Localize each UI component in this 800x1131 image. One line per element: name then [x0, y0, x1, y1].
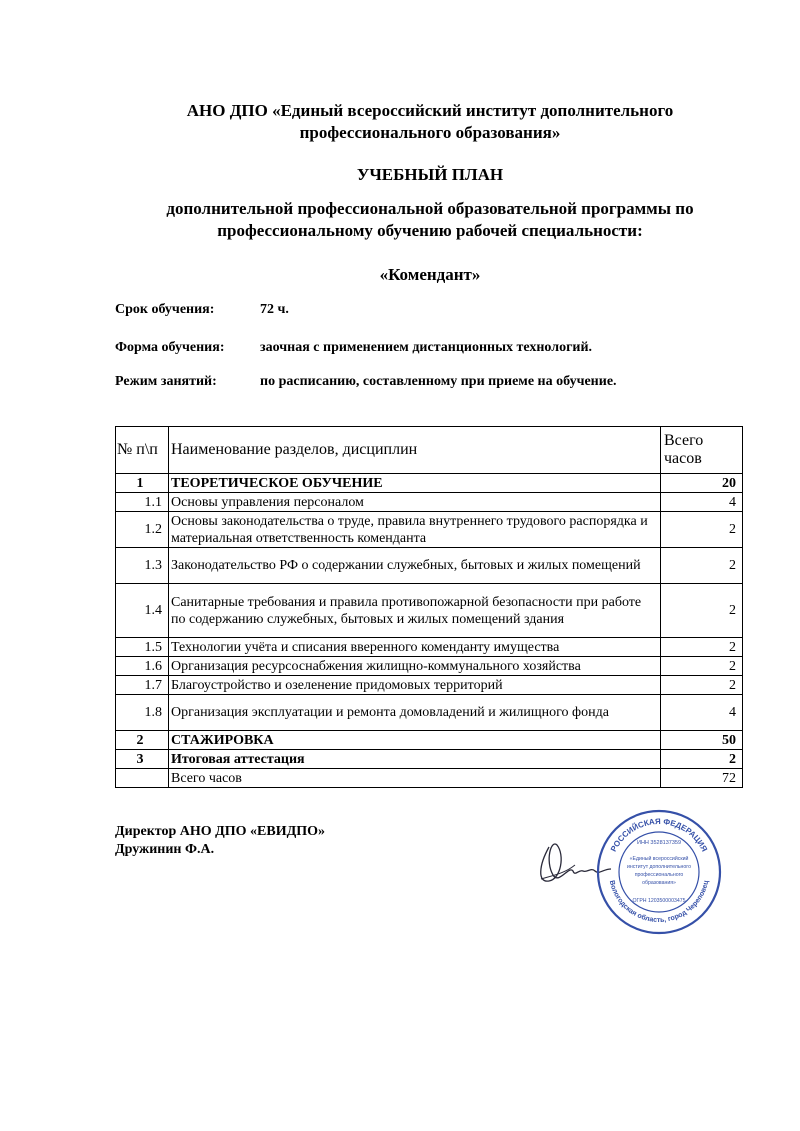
- row-hours: 20: [661, 474, 743, 493]
- meta-duration: [115, 301, 289, 319]
- plan-subtitle: [100, 198, 760, 242]
- stamp-center-line-3: профессионального: [634, 872, 684, 878]
- table-row: [116, 493, 743, 512]
- stamp-seal: [595, 808, 723, 936]
- row-hours: 4: [661, 695, 743, 731]
- row-name: Благоустройство и озеленение придомовых территорий: [169, 676, 661, 695]
- table-row: [116, 657, 743, 676]
- subtitle-line-2: профессиональному обучению рабочей специальности:: [217, 221, 643, 240]
- row-num: 1.3: [116, 548, 169, 584]
- program-name: «Комендант»: [379, 265, 481, 284]
- row-hours: 72: [661, 769, 743, 788]
- row-num: 1: [116, 474, 169, 493]
- row-name: Технологии учёта и списания вверенного коменданту имущества: [169, 638, 661, 657]
- meta-label: Срок обучения:: [115, 302, 215, 317]
- table-row: [116, 731, 743, 750]
- row-hours: 2: [661, 548, 743, 584]
- meta-label: Форма обучения:: [115, 340, 225, 355]
- row-name: Санитарные требования и правила противопожарной безопасности при работе по содержанию служебных, бытовых и жилых помещений здания: [169, 584, 661, 638]
- stamp-center-line-4: образования»: [642, 880, 676, 886]
- row-num: 1.1: [116, 493, 169, 512]
- row-num: 1.7: [116, 676, 169, 695]
- row-name: Итоговая аттестация: [169, 750, 661, 769]
- subtitle-line-1: дополнительной профессиональной образовательной программы по: [166, 199, 694, 218]
- plan-title: УЧЕБНЫЙ ПЛАН: [356, 165, 504, 184]
- row-name: Основы законодательства о труде, правила внутреннего трудового распорядка и материальная ответственность коменданта: [169, 512, 661, 548]
- row-name: ТЕОРЕТИЧЕСКОЕ ОБУЧЕНИЕ: [169, 474, 661, 493]
- table-row: [116, 638, 743, 657]
- organization-title: [100, 100, 760, 144]
- row-name: Основы управления персоналом: [169, 493, 661, 512]
- row-num: 2: [116, 731, 169, 750]
- row-num: 1.2: [116, 512, 169, 548]
- stamp-top-text: РОССИЙСКАЯ ФЕДЕРАЦИЯ: [608, 816, 710, 854]
- table-row: [116, 474, 743, 493]
- row-hours: 2: [661, 584, 743, 638]
- meta-value: по расписанию, составленному при приеме на обучение.: [260, 374, 617, 389]
- director-block: [115, 823, 325, 859]
- row-hours: 2: [661, 676, 743, 695]
- meta-label: Режим занятий:: [115, 374, 217, 389]
- director-name: Дружинин Ф.А.: [115, 842, 215, 857]
- stamp-center-line-2: институт дополнительного: [627, 864, 691, 870]
- row-num: 1.8: [116, 695, 169, 731]
- stamp-inn: ИНН 3528137359: [636, 840, 682, 846]
- row-name: Организация эксплуатации и ремонта домовладений и жилищного фонда: [169, 695, 661, 731]
- row-hours: 2: [661, 750, 743, 769]
- header-num: № п\п: [116, 427, 169, 474]
- row-hours: 4: [661, 493, 743, 512]
- row-num: 3: [116, 750, 169, 769]
- row-num: 1.6: [116, 657, 169, 676]
- org-line-2: профессионального образования»: [299, 123, 561, 142]
- header-hours: [661, 427, 743, 474]
- row-hours: 50: [661, 731, 743, 750]
- row-name: СТАЖИРОВКА: [169, 731, 661, 750]
- row-num: 1.5: [116, 638, 169, 657]
- meta-schedule: [115, 373, 617, 391]
- meta-value: заочная с применением дистанционных технологий.: [260, 340, 593, 355]
- table-row: [116, 769, 743, 788]
- table-row: [116, 584, 743, 638]
- row-hours: 2: [661, 512, 743, 548]
- table-row: [116, 676, 743, 695]
- stamp-center-line-1: «Единый всероссийский: [629, 856, 689, 862]
- meta-value: 72 ч.: [260, 302, 289, 317]
- header-hours-line-1: Всего: [664, 432, 704, 449]
- stamp-ogrn: ОГРН 1203500003475: [632, 898, 686, 904]
- header-name: Наименование разделов, дисциплин: [169, 427, 661, 474]
- table-row: [116, 750, 743, 769]
- stamp-bottom-text: Вологодская область, город Череповец: [607, 879, 711, 925]
- row-name: Всего часов: [169, 769, 661, 788]
- table-header-row: [116, 427, 743, 474]
- row-num: [116, 769, 169, 788]
- table-row: [116, 695, 743, 731]
- org-line-1: АНО ДПО «Единый всероссийский институт дополнительного: [186, 101, 674, 120]
- row-hours: 2: [661, 657, 743, 676]
- table-row: [116, 548, 743, 584]
- director-title: Директор АНО ДПО «ЕВИДПО»: [115, 824, 326, 839]
- row-num: 1.4: [116, 584, 169, 638]
- curriculum-table: [115, 426, 743, 788]
- row-name: Законодательство РФ о содержании служебных, бытовых и жилых помещений: [169, 548, 661, 584]
- header-hours-line-2: часов: [664, 450, 702, 467]
- table-row: [116, 512, 743, 548]
- row-name: Организация ресурсоснабжения жилищно-коммунального хозяйства: [169, 657, 661, 676]
- meta-form: [115, 339, 592, 357]
- row-hours: 2: [661, 638, 743, 657]
